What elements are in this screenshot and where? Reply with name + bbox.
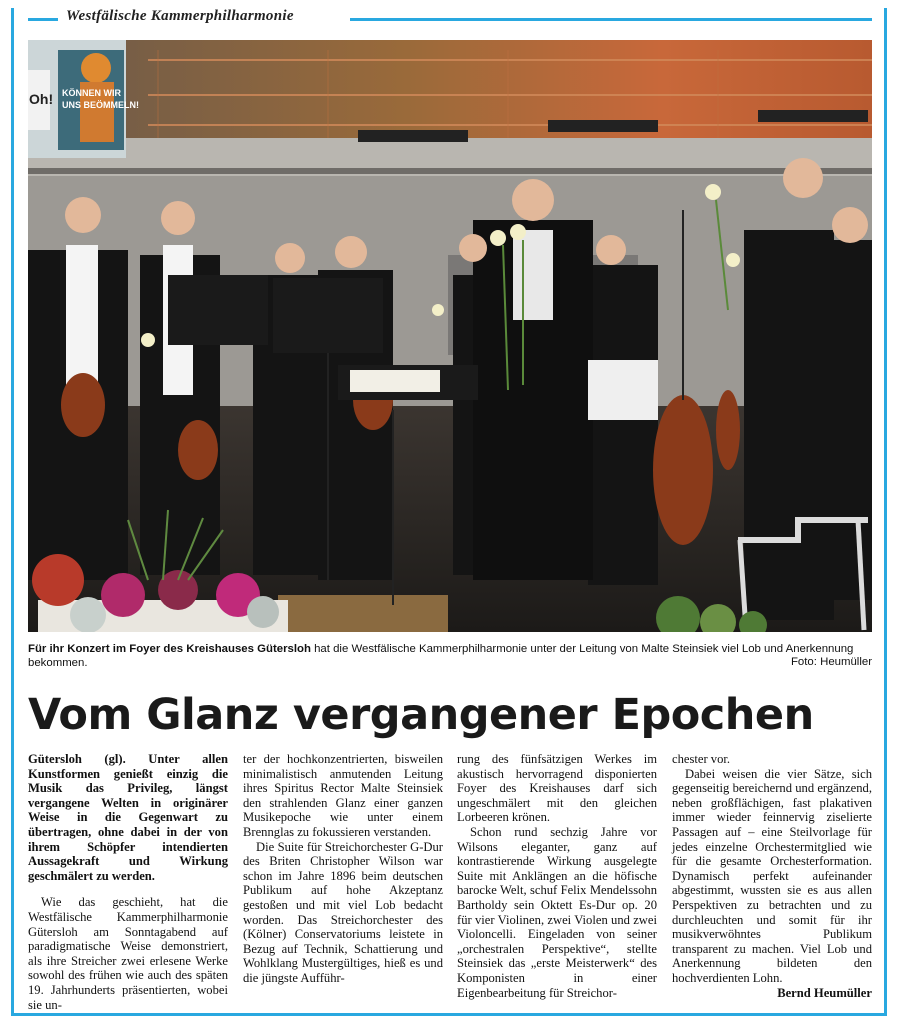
caption-text: hat die Westfälische Kammerphilharmonie unter der Leitung von Malte Steinsiek viel Lob und Anerkennung bekommen. [28, 643, 854, 669]
header-rule-right [350, 18, 872, 21]
frame-bottom-rule [11, 1013, 887, 1016]
body-paragraph: chester vor. [672, 752, 731, 766]
article-column-4 [672, 752, 872, 1000]
author-signature: Bernd Heumüller [777, 985, 872, 1000]
banner-text-2: UNS BEÖMMELN! [62, 100, 139, 110]
article-column-2 [243, 752, 443, 986]
body-paragraph: Wie das geschieht, hat die Westfälische Kammerphilharmonie Gütersloh am Sonntagabend auf paradigmatische Weise demonstriert, als ihre Streicher zwei erlesene Werke sowohl des frühen wie auch des späten 19. Jahrhunderts präsentierten, wobei sie un- [28, 895, 228, 1012]
header-rule-left [28, 18, 58, 21]
article-column-1 [28, 752, 228, 1012]
banner-text-3: Oh! [29, 91, 54, 107]
photo-credit: Foto: Heumüller [790, 656, 872, 668]
photo-caption [28, 642, 872, 670]
concert-photo [28, 40, 872, 632]
article-headline: Vom Glanz vergangener Epochen [28, 690, 814, 740]
body-paragraph: Schon rund sechzig Jahre vor Wilsons eleganter, ganz auf kontrastierende Wirkung ausgelegte Suite mit Anklängen an die höfische barocke Welt, schuf Felix Mendelssohn Bartholdy sein Oktett Es-Dur op. 20 für vier Violinen, zwei Violen und zwei Violoncelli. Eingeladen von seiner „orchestralen Perspektive“, stellte Steinsiek das „erste Meisterwerk“ des Komponisten in einer Eigenbearbeitung für Streichor- [457, 824, 657, 1000]
frame-right-rule [884, 8, 887, 1016]
section-kicker: Westfälische Kammerphilharmonie [66, 8, 294, 24]
banner-text-1: KÖNNEN WIR [62, 88, 121, 98]
body-paragraph: rung des fünfsätzigen Werkes im akustisch hervorragend disponierten Foyer des Kreishauses darf sich ungeschmälert mit den gleichen Lorbeeren krönen. [457, 752, 657, 825]
body-paragraph: Dabei weisen die vier Sätze, sich gegenseitig bereichernd und ergänzend, neben großflächigen, fast plakativen immer wieder feinnervig ziselierte Passagen auf – eine Steilvorlage für jedes einzelne Orchestermitglied wie für die gesamte Orchesterformation. Dynamisch perfekt aufeinander abgestimmt, wussten sie es aus allen Perspektiven zu betrachten und zu durchleuchten und somit für ihr musikverwöhntes Publikum transparent zu machen. Viel Lob und Anerkennung bildeten den hochverdienten Lohn. [672, 766, 872, 985]
caption-bold: Für ihr Konzert im Foyer des Kreishauses Gütersloh [28, 643, 311, 655]
lead-paragraph: Gütersloh (gl). Unter allen Kunstformen genießt einzig die Musik das Privileg, längst vergangene Welten in originärer Weise in die Gegenwart zu übertragen, ohne dabei in der von ihrem Schöpfer intendierten Aussagekraft und Wirkung geschmälert zu werden. [28, 752, 228, 883]
article-column-3 [457, 752, 657, 1000]
frame-left-rule [11, 8, 14, 1016]
body-paragraph: ter der hochkonzentrierten, bisweilen minimalistisch anmutenden Leitung ihres Spiritus Rector Malte Steinsiek den strahlenden Glanz einer ganzen Musikepoche wie unter einem Brennglas zu fokussieren verstanden. [243, 752, 443, 839]
body-paragraph: Die Suite für Streichorchester G-Dur des Briten Christopher Wilson war schon im Jahre 1896 beim deutschen Publikum auf hohe Akzeptanz gestoßen und mit viel Lob bedacht worden. Das Streichorchester des (Kölner) Conservatoriums leistete in Bezug auf Technik, Schattierung und Wohlklang Mustergültiges, hieß es und die jüngste Aufführ- [243, 839, 443, 985]
